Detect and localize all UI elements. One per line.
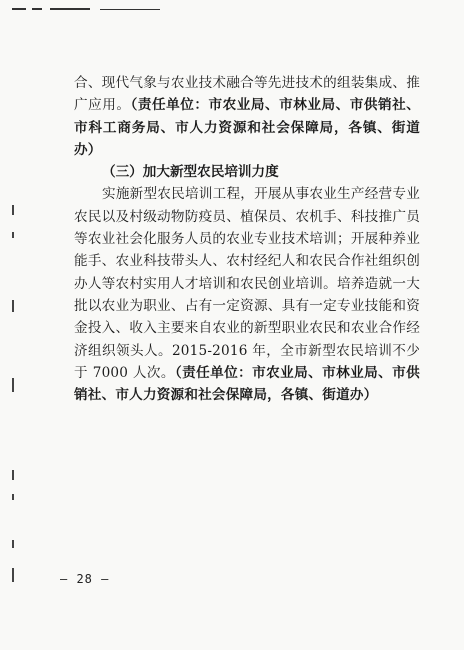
section-heading: （三）加大新型农民培训力度 — [102, 164, 279, 181]
margin-marks — [10, 0, 16, 650]
page-number: — 28 — — [60, 572, 110, 586]
paragraph-1 — [74, 72, 420, 161]
document-page — [74, 72, 420, 406]
paragraph-2 — [74, 183, 420, 406]
paragraph-1-responsibility: （责任单位：市农业局、市林业局、市供销社、市科工商务局、市人力资源和社会保障局，各镇、街道办） — [74, 97, 420, 158]
paragraph-1-text: 合、现代气象与农业技术融合等先进技术的组装集成、推广应用。 — [74, 75, 420, 114]
scan-artifact — [12, 6, 172, 14]
paragraph-2-responsibility: （责任单位：市农业局、市林业局、市供销社、市人力资源和社会保障局，各镇、街道办） — [74, 364, 420, 404]
paragraph-2-text: 实施新型农民培训工程，开展从事农业生产经营专业农民以及村级动物防疫员、植保员、农机手、科技推广员等农业社会化服务人员的农业专业技术培训；开展种养业能手、农业科技带头人、农村经纪人和农民合作社组织创办人等农村实用人才培训和农民创业培训。培养造就一大批以农业为职业、占有一定资源、具有一定专业技能和资金投入、收入主要来自农业的新型职业农民和农业合作经济组织领头人。2015-2016 年，全市新型农民培训不少于 7000 人次。 — [74, 186, 420, 381]
